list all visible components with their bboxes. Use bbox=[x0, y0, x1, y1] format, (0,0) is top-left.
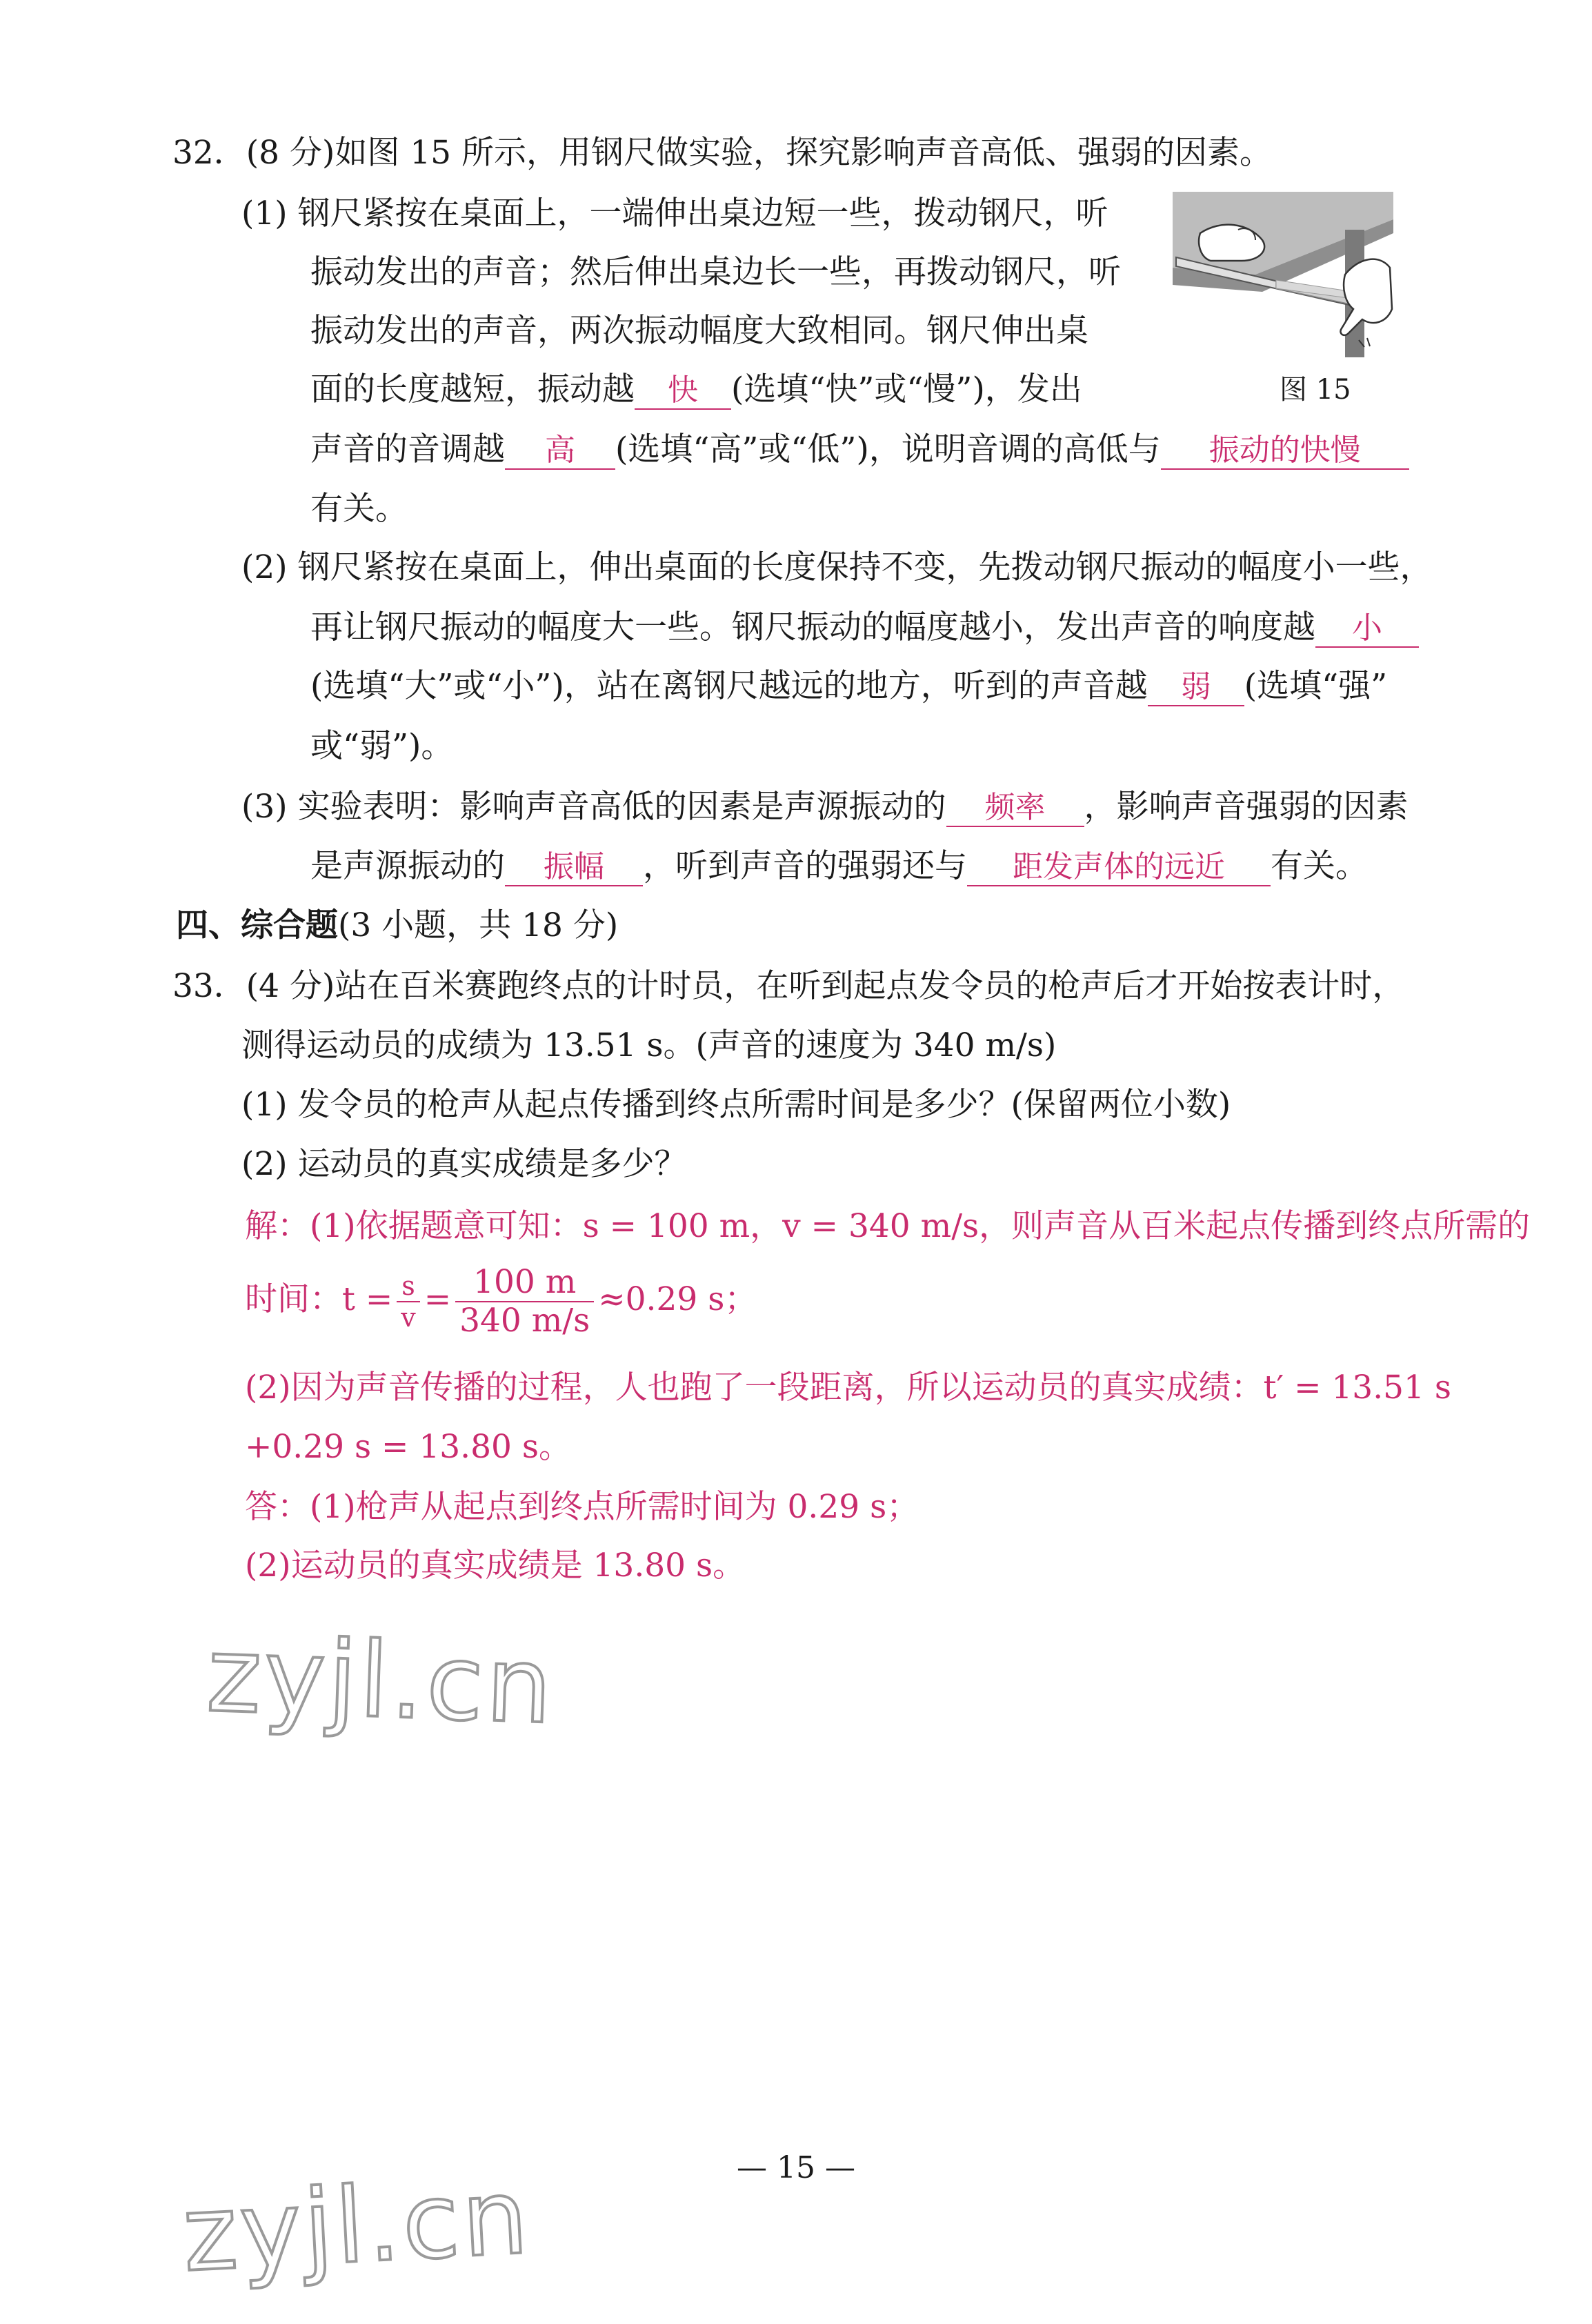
section-heading: 四、综合题(3 小题，共 18 分) bbox=[176, 906, 619, 944]
figure-caption: 图 15 bbox=[1280, 374, 1351, 406]
q32-p2-line3: (选填“大”或“小”)，站在离钢尺越远的地方，听到的声音越 弱 (选填“强” bbox=[310, 667, 1388, 705]
q33-stem-line1: 33．(4 分)站在百米赛跑终点的计时员，在听到起点发令员的枪声后才开始按表计时， bbox=[172, 967, 1405, 1005]
solution-line4: +0.29 s = 13.80 s。 bbox=[245, 1428, 571, 1466]
answer-line1: 答：(1)枪声从起点到终点所需时间为 0.29 s； bbox=[245, 1488, 919, 1526]
q32-p1-line4: 面的长度越短，振动越 快 (选填“快”或“慢”)，发出 bbox=[310, 370, 1082, 408]
solution-line2: 时间：t = $\frac{s}{v}$ = $\frac{100 m}{340 m/s}$ ≈0.29 s； bbox=[245, 1263, 757, 1340]
answer-blank-3: 振动的快慢 bbox=[1161, 433, 1409, 470]
q32-p1-line3: 振动发出的声音，两次振动幅度大致相同。钢尺伸出桌 bbox=[310, 312, 1088, 350]
q33-stem-line2: 测得运动员的成绩为 13.51 s。(声音的速度为 340 m/s) bbox=[241, 1026, 1057, 1064]
page-number: — 15 — bbox=[737, 2150, 855, 2185]
q32-p1-line1: (1) 钢尺紧按在桌面上，一端伸出桌边短一些，拨动钢尺，听 bbox=[241, 195, 1108, 232]
answer-blank-6: 频率 bbox=[946, 790, 1084, 827]
fraction-s-over-v: $\frac{s}{v}$ bbox=[397, 1271, 419, 1333]
figure-15-ruler-experiment bbox=[1173, 192, 1393, 357]
q32-p1-line5: 声音的音调越 高 (选填“高”或“低”)，说明音调的高低与 振动的快慢 bbox=[310, 429, 1409, 470]
watermark-logo: zyjl.cn bbox=[205, 1615, 557, 1747]
q32-p2-line2: 再让钢尺振动的幅度大一些。钢尺振动的幅度越小，发出声音的响度越 小 bbox=[310, 607, 1419, 648]
watermark-logo-bottom: zyjl.cn bbox=[179, 2156, 534, 2296]
answer-line2: (2)运动员的真实成绩是 13.80 s。 bbox=[245, 1547, 746, 1585]
q33-sub2: (2) 运动员的真实成绩是多少？ bbox=[241, 1145, 687, 1183]
answer-blank-5: 弱 bbox=[1148, 669, 1244, 706]
answer-blank-1: 快 bbox=[635, 373, 731, 410]
answer-blank-2: 高 bbox=[505, 433, 615, 470]
solution-line1: 解：(1)依据题意可知：s = 100 m，v = 340 m/s，则声音从百米起点传播到终点所需的 bbox=[245, 1207, 1531, 1245]
answer-blank-4: 小 bbox=[1315, 610, 1419, 648]
q32-p2-line4: 或“弱”)。 bbox=[310, 727, 454, 765]
q32-stem: 32．(8 分)如图 15 所示，用钢尺做实验，探究影响声音高低、强弱的因素。 bbox=[172, 134, 1273, 172]
q32-p1-line2: 振动发出的声音；然后伸出桌边长一些，再拨动钢尺，听 bbox=[310, 253, 1121, 291]
q32-p1-line6: 有关。 bbox=[310, 490, 408, 528]
answer-blank-8: 距发声体的远近 bbox=[967, 849, 1271, 886]
solution-line3: (2)因为声音传播的过程，人也跑了一段距离，所以运动员的真实成绩：t′ = 13.51 s bbox=[245, 1369, 1452, 1407]
q33-sub1: (1) 发令员的枪声从起点传播到终点所需时间是多少？(保留两位小数) bbox=[241, 1086, 1231, 1124]
q32-p2-line1: (2) 钢尺紧按在桌面上，伸出桌面的长度保持不变，先拨动钢尺振动的幅度小一些， bbox=[241, 548, 1433, 586]
answer-blank-7: 振幅 bbox=[505, 849, 643, 886]
q32-p3-line1: (3) 实验表明：影响声音高低的因素是声源振动的 频率 ，影响声音强弱的因素 bbox=[241, 788, 1409, 826]
q32-p3-line2: 是声源振动的 振幅 ，听到声音的强弱还与 距发声体的远近 有关。 bbox=[310, 847, 1368, 885]
fraction-distance-over-speed: $\frac{100 m}{340 m/s}$ bbox=[455, 1264, 594, 1340]
